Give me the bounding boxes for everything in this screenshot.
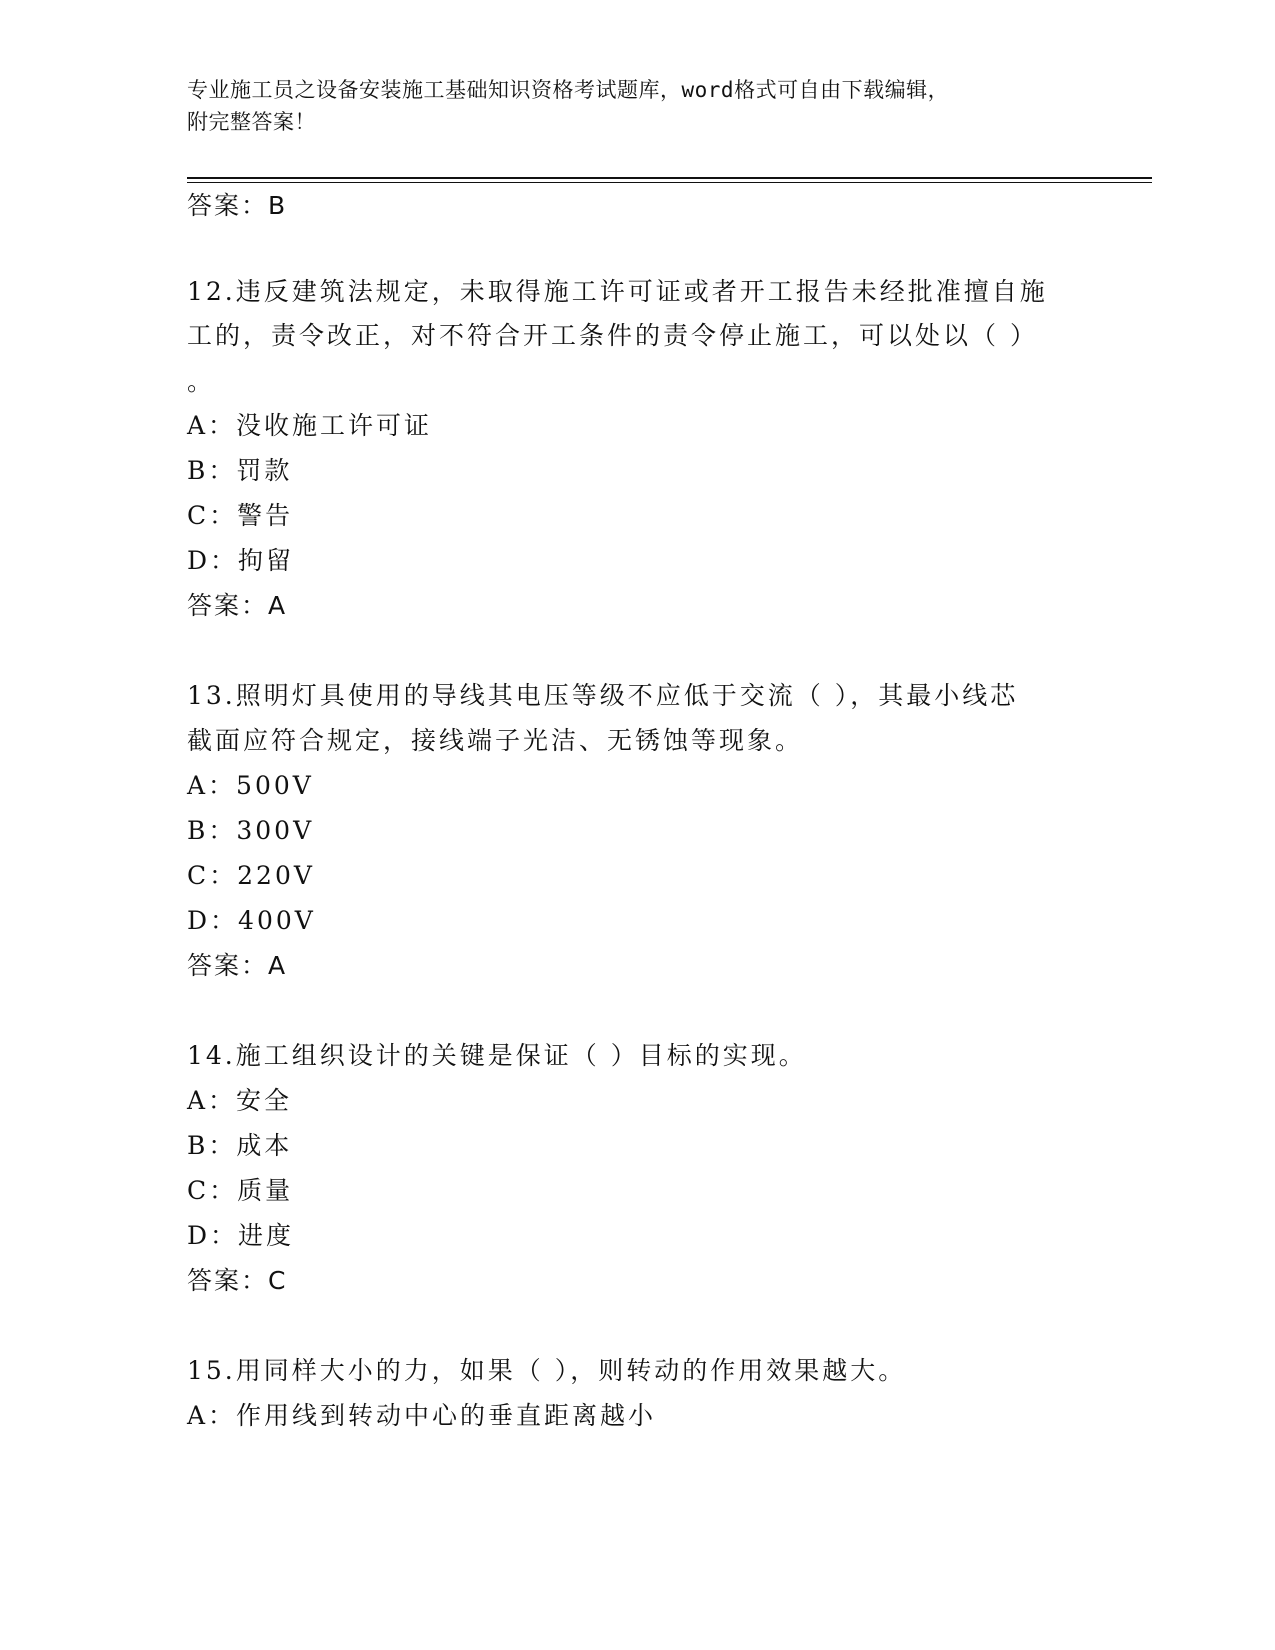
question-14-option-b: B：成本	[187, 1131, 293, 1160]
question-14-option-a: A：安全	[187, 1086, 293, 1115]
question-13-answer: 答案：A	[187, 951, 288, 980]
header-line-1: 专业施工员之设备安装施工基础知识资格考试题库，word格式可自由下载编辑，	[187, 78, 950, 102]
question-13-option-a: A：500V	[187, 771, 314, 800]
question-12-option-b: B：罚款	[187, 456, 293, 485]
question-12-option-d: D：拘留	[187, 546, 295, 575]
question-12-line-1: 12.违反建筑法规定，未取得施工许可证或者开工报告未经批准擅自施	[187, 277, 1048, 306]
question-12-option-a: A：没收施工许可证	[187, 411, 433, 440]
question-12-line-3: 。	[187, 367, 216, 396]
prev-answer: 答案：B	[187, 191, 288, 220]
question-14-line-1: 14.施工组织设计的关键是保证（ ）目标的实现。	[187, 1041, 807, 1070]
question-12-line-2: 工的，责令改正，对不符合开工条件的责令停止施工，可以处以（ ）	[187, 321, 1038, 350]
question-15-option-a: A：作用线到转动中心的垂直距离越小	[187, 1401, 657, 1430]
question-12-answer: 答案：A	[187, 591, 288, 620]
question-13-option-d: D：400V	[187, 906, 316, 935]
question-12-option-c: C：警告	[187, 501, 294, 530]
header-divider-thin	[187, 182, 1152, 183]
question-14-option-c: C：质量	[187, 1176, 294, 1205]
question-15-line-1: 15.用同样大小的力，如果（ ），则转动的作用效果越大。	[187, 1356, 907, 1385]
question-13-option-c: C：220V	[187, 861, 315, 890]
question-14-answer: 答案：C	[187, 1266, 288, 1295]
header-line-2: 附完整答案！	[187, 110, 316, 134]
header-divider-thick	[187, 177, 1152, 179]
question-13-line-1: 13.照明灯具使用的导线其电压等级不应低于交流（ ），其最小线芯	[187, 681, 1019, 710]
question-14-option-d: D：进度	[187, 1221, 295, 1250]
question-13-option-b: B：300V	[187, 816, 315, 845]
document-header	[187, 74, 1067, 138]
question-13-line-2: 截面应符合规定，接线端子光洁、无锈蚀等现象。	[187, 726, 804, 755]
